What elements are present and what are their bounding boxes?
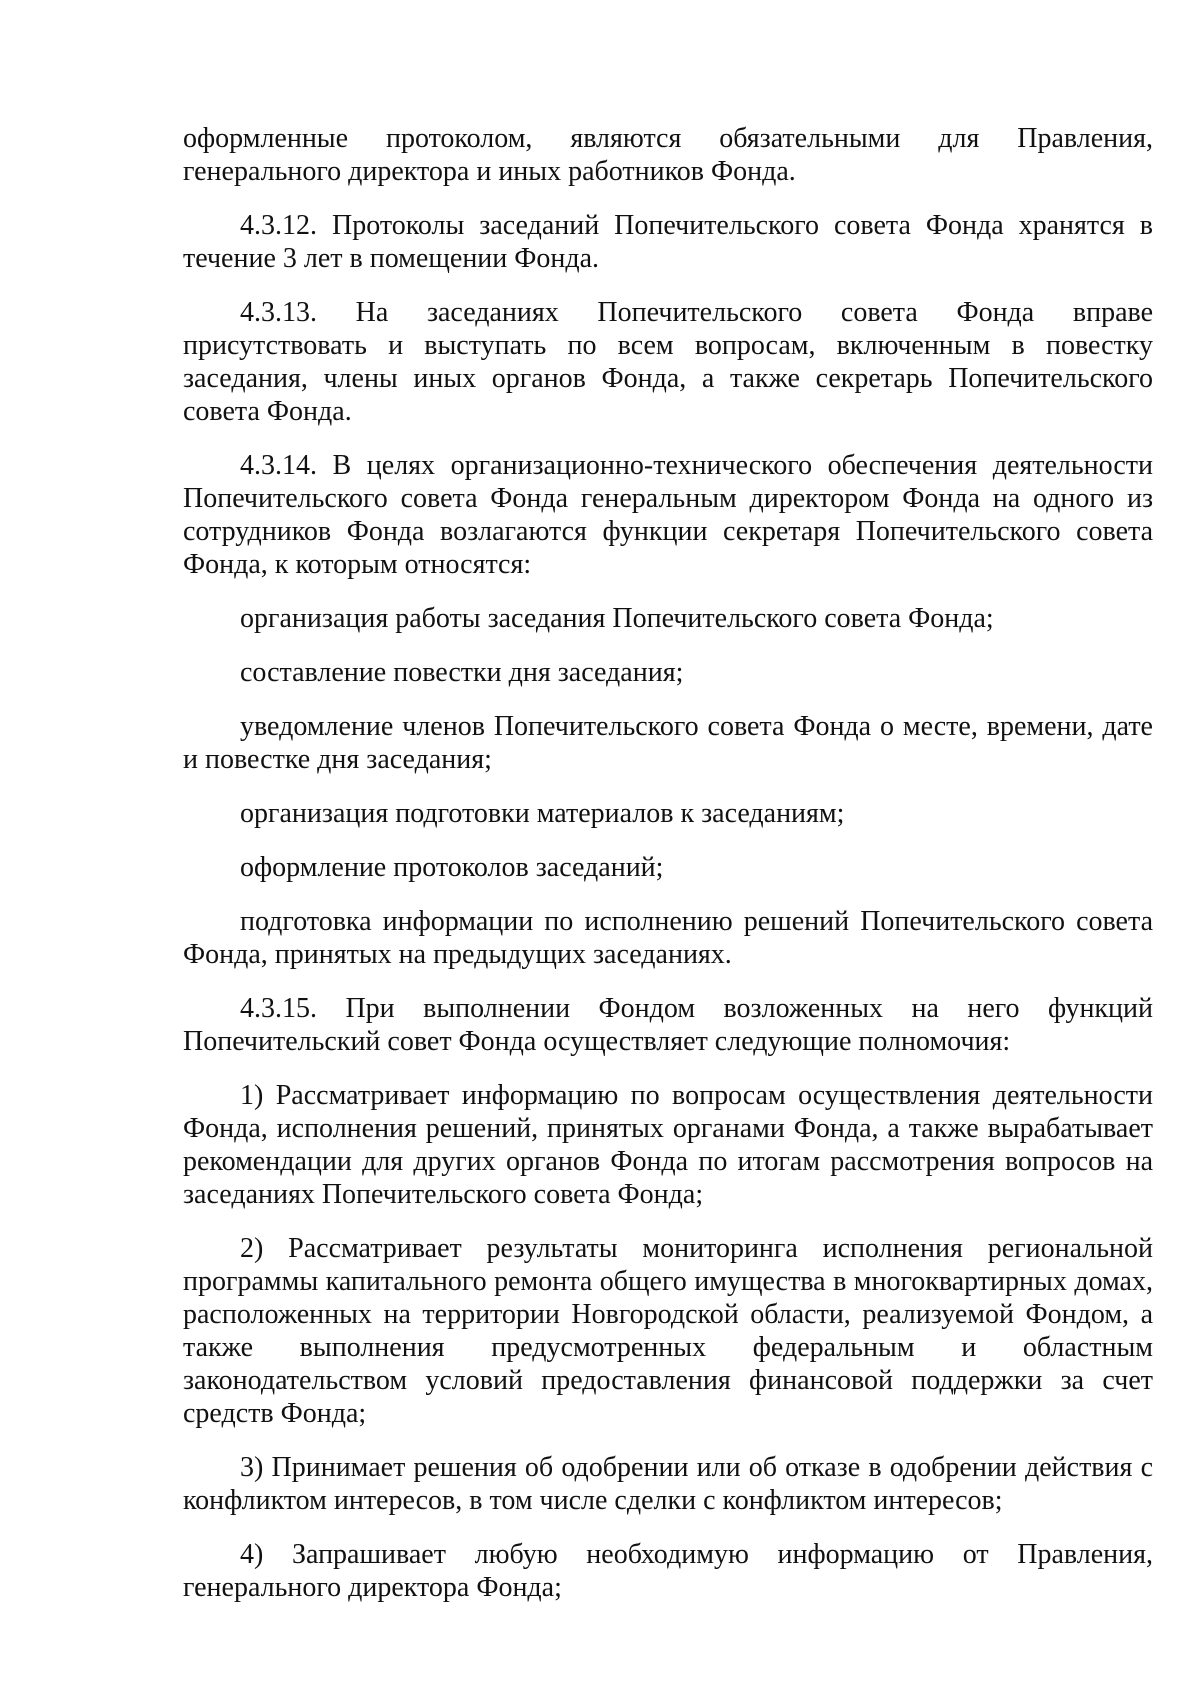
list-item-authority: 4) Запрашивает любую необходимую информацию от Правления, генерального директора Фонда;	[183, 1539, 1153, 1603]
paragraph-continuation: оформленные протоколом, являются обязательными для Правления, генерального директора и иных работников Фонда.	[183, 123, 1153, 187]
list-item-secretary-duty: организация работы заседания Попечительского совета Фонда;	[240, 603, 994, 634]
list-item-authority: 1) Рассматривает информацию по вопросам осуществления деятельности Фонда, исполнения решений, принятых органами Фонда, а также вырабатывает рекомендации для других органов Фонда по итогам рассмотрения вопросов на заседаниях Попечительского совета Фонда;	[183, 1080, 1153, 1210]
list-item-secretary-duty: подготовка информации по исполнению решений Попечительского совета Фонда, принятых на предыдущих заседаниях.	[183, 906, 1153, 970]
paragraph-4-3-15: 4.3.15. При выполнении Фондом возложенных на него функций Попечительский совет Фонда осуществляет следующие полномочия:	[183, 993, 1153, 1057]
list-item-secretary-duty: уведомление членов Попечительского совета Фонда о месте, времени, дате и повестке дня заседания;	[183, 711, 1153, 775]
list-item-secretary-duty: оформление протоколов заседаний;	[240, 852, 664, 883]
document-body	[183, 122, 1153, 1625]
paragraph-4-3-12: 4.3.12. Протоколы заседаний Попечительского совета Фонда хранятся в течение 3 лет в помещении Фонда.	[183, 210, 1153, 274]
paragraph-4-3-13: 4.3.13. На заседаниях Попечительского совета Фонда вправе присутствовать и выступать по всем вопросам, включенным в повестку заседания, члены иных органов Фонда, а также секретарь Попечительского совета Фонда.	[183, 297, 1153, 427]
paragraph-4-3-14: 4.3.14. В целях организационно-технического обеспечения деятельности Попечительского совета Фонда генеральным директором Фонда на одного из сотрудников Фонда возлагаются функции секретаря Попечительского совета Фонда, к которым относятся:	[183, 450, 1153, 580]
list-item-secretary-duty: организация подготовки материалов к заседаниям;	[240, 798, 845, 829]
list-item-authority: 2) Рассматривает результаты мониторинга исполнения региональной программы капитального ремонта общего имущества в многоквартирных домах, расположенных на территории Новгородской области, реализуемой Фондом, а также выполнения предусмотренных федеральным и областным законодательством условий предоставления финансовой поддержки за счет средств Фонда;	[183, 1233, 1153, 1429]
list-item-authority: 3) Принимает решения об одобрении или об отказе в одобрении действия с конфликтом интересов, в том числе сделки с конфликтом интересов;	[183, 1452, 1153, 1516]
list-item-secretary-duty: составление повестки дня заседания;	[240, 657, 684, 688]
